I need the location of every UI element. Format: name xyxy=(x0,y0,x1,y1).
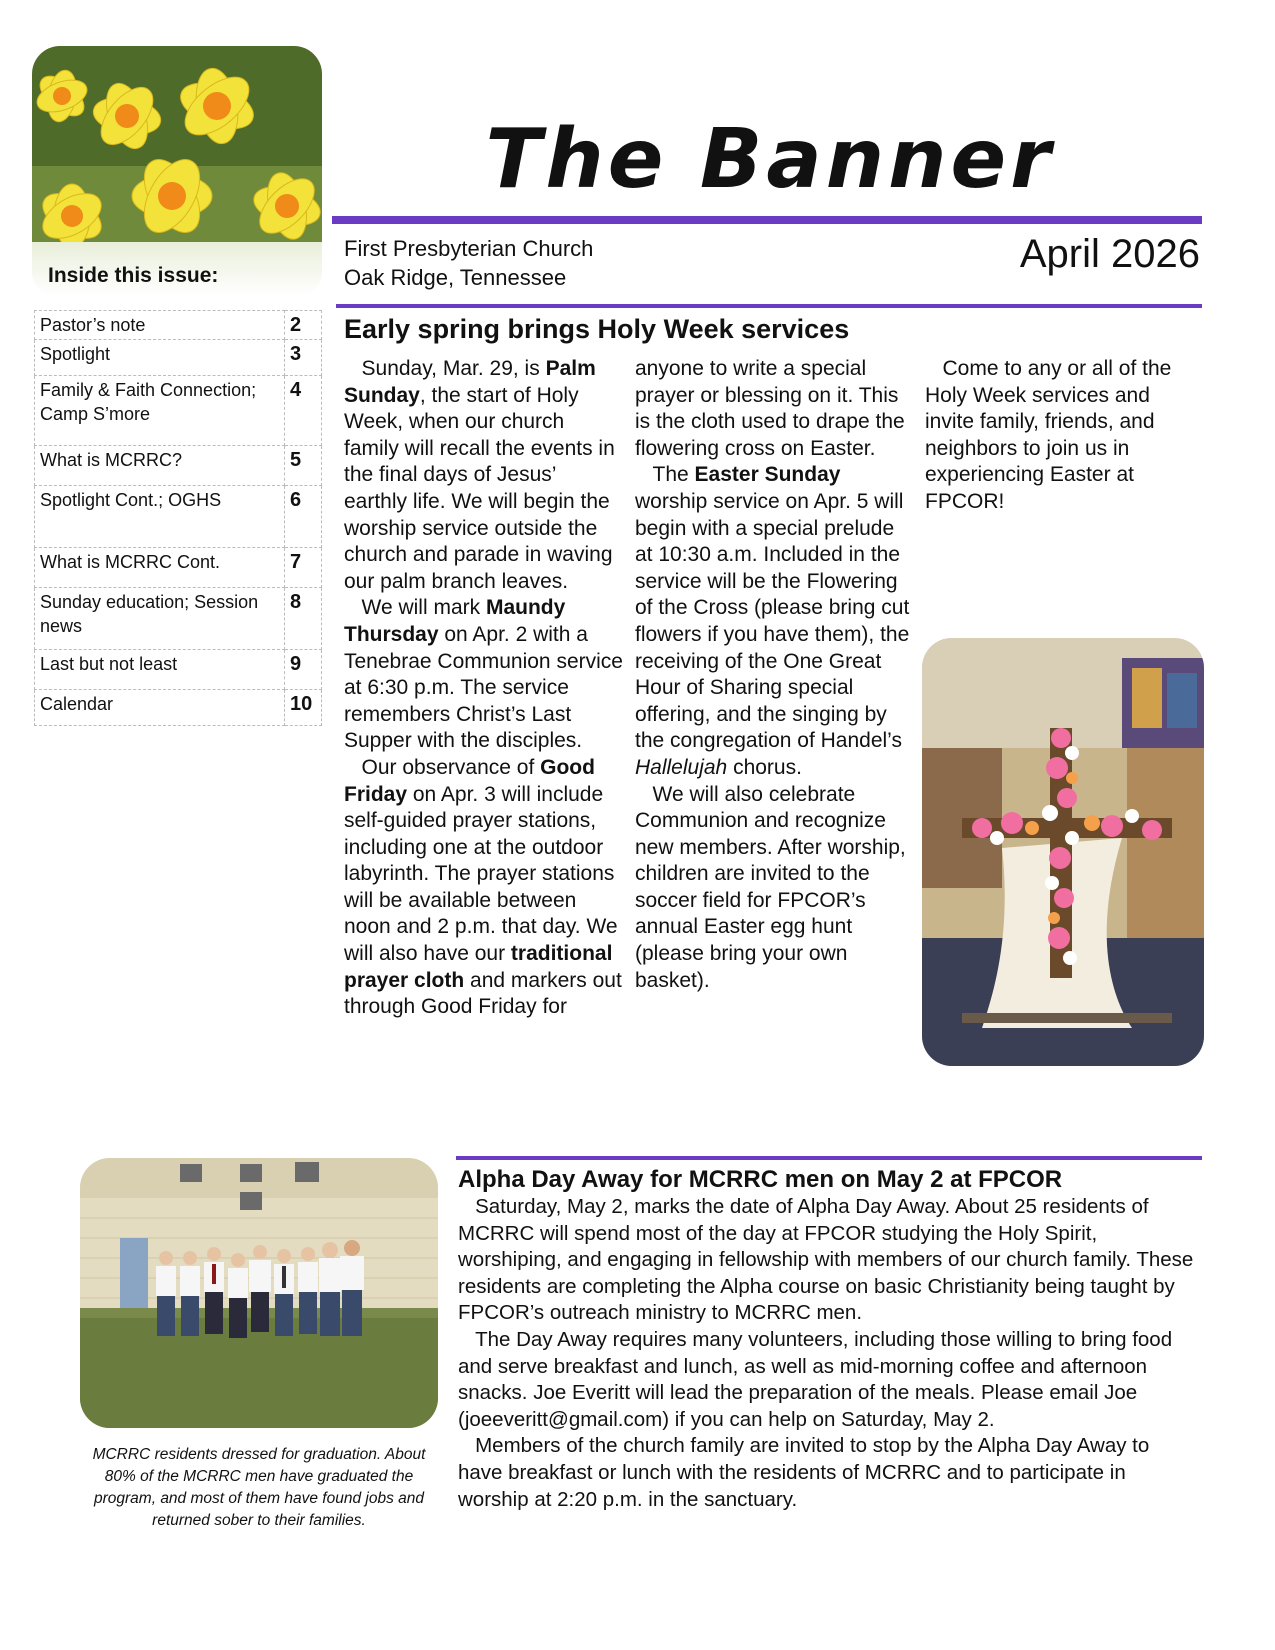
paragraph: Our observance of Good Friday on Apr. 3 will include self-guided prayer stations, including one at the outdoor labyrinth. The prayer stations will be available between noon and 2 p.m. that day. We will also have our traditional prayer cloth and markers out through Good Friday for xyxy=(344,755,622,1019)
article-column-1 xyxy=(344,356,624,1021)
article-headline: Early spring brings Holy Week services xyxy=(344,314,850,344)
church-name: First Presbyterian Church xyxy=(344,236,594,261)
toc-page: 3 xyxy=(285,340,322,376)
toc-row xyxy=(35,311,322,340)
toc-page: 10 xyxy=(285,690,322,726)
paragraph: We will also celebrate Communion and recognize new members. After worship, children are invited to the soccer field for FPCOR’s annual Easter egg hunt (please bring your own basket). xyxy=(635,782,906,992)
paragraph: anyone to write a special prayer or blessing on it. This is the cloth used to drape the flowering cross on Easter. xyxy=(635,357,905,460)
title-rule xyxy=(332,216,1202,224)
issue-date: April 2026 xyxy=(1019,232,1200,276)
toc-row xyxy=(35,690,322,726)
toc-label: Calendar xyxy=(35,690,285,726)
article-column-2 xyxy=(635,356,915,994)
paragraph: The Easter Sunday worship service on Apr. 5 will begin with a special prelude at 10:30 a.m. Included in the service will be the Flowering of the Cross (please bring cut flowers if you have them), the receiving of the One Great Hour of Sharing special offering, and the singing by the congregation of Handel’s Hallelujah chorus. xyxy=(635,463,910,779)
paragraph: We will mark Maundy Thursday on Apr. 2 with a Tenebrae Communion service at 6:30 p.m. The service remembers Christ’s Last Supper with the disciples. xyxy=(344,596,623,753)
toc-label: Family & Faith Connection; Camp S’more xyxy=(35,376,285,446)
toc-label: Last but not least xyxy=(35,650,285,690)
header-rule xyxy=(336,304,1202,308)
daffodil-photo xyxy=(32,46,322,242)
newsletter-title: The Banner xyxy=(485,112,1055,207)
toc-row xyxy=(35,650,322,690)
toc-label: Spotlight Cont.; OGHS xyxy=(35,486,285,548)
article-body xyxy=(458,1194,1198,1513)
paragraph: The Day Away requires many volunteers, including those willing to bring food and serve breakfast and lunch, as well as mid-morning coffee and afternoon snacks. Joe Everitt will lead the preparation of the meals. Please email Joe (joeeveritt@gmail.com) if you can help on Saturday, May 2. xyxy=(458,1327,1173,1431)
paragraph: Members of the church family are invited to stop by the Alpha Day Away to have breakfast or lunch with the residents of MCRRC and to participate in worship at 2:20 p.m. in the sanctuary. xyxy=(458,1434,1150,1511)
inside-issue-title: Inside this issue: xyxy=(48,264,219,287)
toc-label: Sunday education; Session news xyxy=(35,588,285,650)
paragraph: Sunday, Mar. 29, is Palm Sunday, the start of Holy Week, when our church family will recall the events in the final days of Jesus’ earthly life. We will begin the worship service outside the church and parade in waving our palm branch leaves. xyxy=(344,357,615,593)
toc-row xyxy=(35,588,322,650)
article-headline: Alpha Day Away for MCRRC men on May 2 at FPCOR xyxy=(458,1166,1063,1193)
toc-row xyxy=(35,376,322,446)
toc-page: 4 xyxy=(285,376,322,446)
mcrrc-residents-photo xyxy=(80,1158,438,1428)
toc-label: What is MCRRC? xyxy=(35,446,285,486)
photo-caption: MCRRC residents dressed for graduation. About 80% of the MCRRC men have graduated the program, and most of them have found jobs and returned sober to their families. xyxy=(92,1446,426,1529)
toc-page: 8 xyxy=(285,588,322,650)
toc-row xyxy=(35,340,322,376)
flowering-cross-photo xyxy=(922,638,1204,1066)
toc-page: 6 xyxy=(285,486,322,548)
toc-label: Pastor’s note xyxy=(35,311,285,340)
toc-row xyxy=(35,446,322,486)
paragraph: Saturday, May 2, marks the date of Alpha Day Away. About 25 residents of MCRRC will spend most of the day at FPCOR studying the Holy Spirit, worshiping, and engaging in fellowship with members of our church family. These residents are completing the Alpha course on basic Christianity being taught by FPCOR’s outreach ministry to MCRRC men. xyxy=(458,1195,1194,1325)
toc-page: 5 xyxy=(285,446,322,486)
toc-page: 2 xyxy=(285,311,322,340)
toc-row xyxy=(35,548,322,588)
table-of-contents xyxy=(34,310,322,726)
paragraph: Come to any or all of the Holy Week services and invite family, friends, and neighbors to join us in experiencing Easter at FPCOR! xyxy=(925,357,1172,513)
section-rule xyxy=(456,1156,1202,1160)
toc-label: What is MCRRC Cont. xyxy=(35,548,285,588)
church-info xyxy=(344,234,593,292)
article-column-3 xyxy=(925,356,1200,516)
toc-label: Spotlight xyxy=(35,340,285,376)
church-location: Oak Ridge, Tennessee xyxy=(344,265,567,290)
toc-page: 9 xyxy=(285,650,322,690)
toc-row xyxy=(35,486,322,548)
toc-page: 7 xyxy=(285,548,322,588)
